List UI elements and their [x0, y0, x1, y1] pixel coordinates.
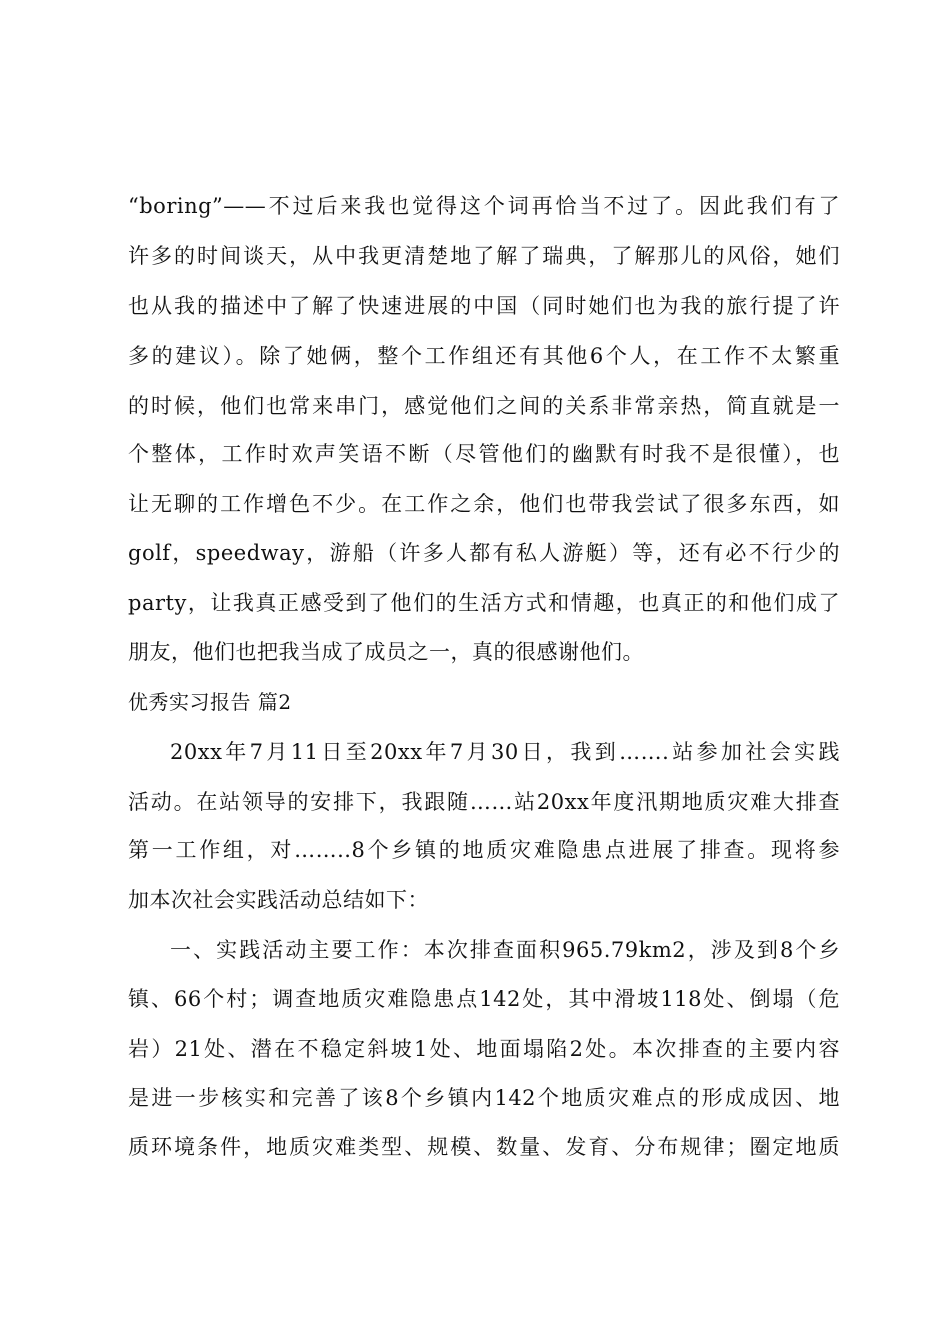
paragraph-1-line-3: 也从我的描述中了解了快速进展的中国（同时她们也为我的旅行提了许: [128, 294, 840, 318]
paragraph-1-line-4: 多的建议）。除了她俩，整个工作组还有其他6个人，在工作不太繁重: [128, 344, 840, 368]
paragraph-1-line-10: 朋友，他们也把我当成了成员之一，真的很感谢他们。: [128, 640, 644, 664]
paragraph-2-line-3: 第一工作组，对……..8个乡镇的地质灾难隐患点进展了排查。现将参: [128, 838, 840, 862]
paragraph-1-line-8: golf，speedway，游船（许多人都有私人游艇）等，还有必不行少的: [128, 541, 840, 565]
paragraph-1-line-2: 许多的时间谈天，从中我更清楚地了解了瑞典，了解那儿的风俗，她们: [128, 244, 840, 268]
paragraph-1-line-6: 个整体，工作时欢声笑语不断（尽管他们的幽默有时我不是很懂），也: [128, 442, 840, 466]
paragraph-2-line-2: 活动。在站领导的安排下，我跟随……站20xx年度汛期地质灾难大排查: [128, 790, 840, 814]
paragraph-3-line-2: 镇、66个村；调查地质灾难隐患点142处，其中滑坡118处、倒塌（危: [128, 987, 840, 1011]
paragraph-2-line-4: 加本次社会实践活动总结如下：: [128, 888, 429, 912]
paragraph-1-line-9: party，让我真正感受到了他们的生活方式和情趣，也真正的和他们成了: [128, 591, 840, 615]
paragraph-3-line-1: 一、实践活动主要工作：本次排查面积965.79km2，涉及到8个乡: [170, 938, 840, 962]
paragraph-1-line-1: “boring”——不过后来我也觉得这个词再恰当不过了。因此我们有了: [128, 194, 840, 218]
paragraph-3-line-5: 质环境条件，地质灾难类型、规模、数量、发育、分布规律；圈定地质: [128, 1135, 840, 1159]
paragraph-3-line-4: 是进一步核实和完善了该8个乡镇内142个地质灾难点的形成成因、地: [128, 1086, 840, 1110]
paragraph-2-line-1: 20xx年7月11日至20xx年7月30日，我到…….站参加社会实践: [170, 740, 840, 764]
paragraph-1-line-7: 让无聊的工作增色不少。在工作之余，他们也带我尝试了很多东西，如: [128, 492, 840, 516]
paragraph-1-line-5: 的时候，他们也常来串门，感觉他们之间的关系非常亲热，简直就是一: [128, 394, 840, 418]
section-heading: 优秀实习报告 篇2: [128, 690, 292, 714]
paragraph-3-line-3: 岩）21处、潜在不稳定斜坡1处、地面塌陷2处。本次排查的主要内容: [128, 1037, 840, 1061]
